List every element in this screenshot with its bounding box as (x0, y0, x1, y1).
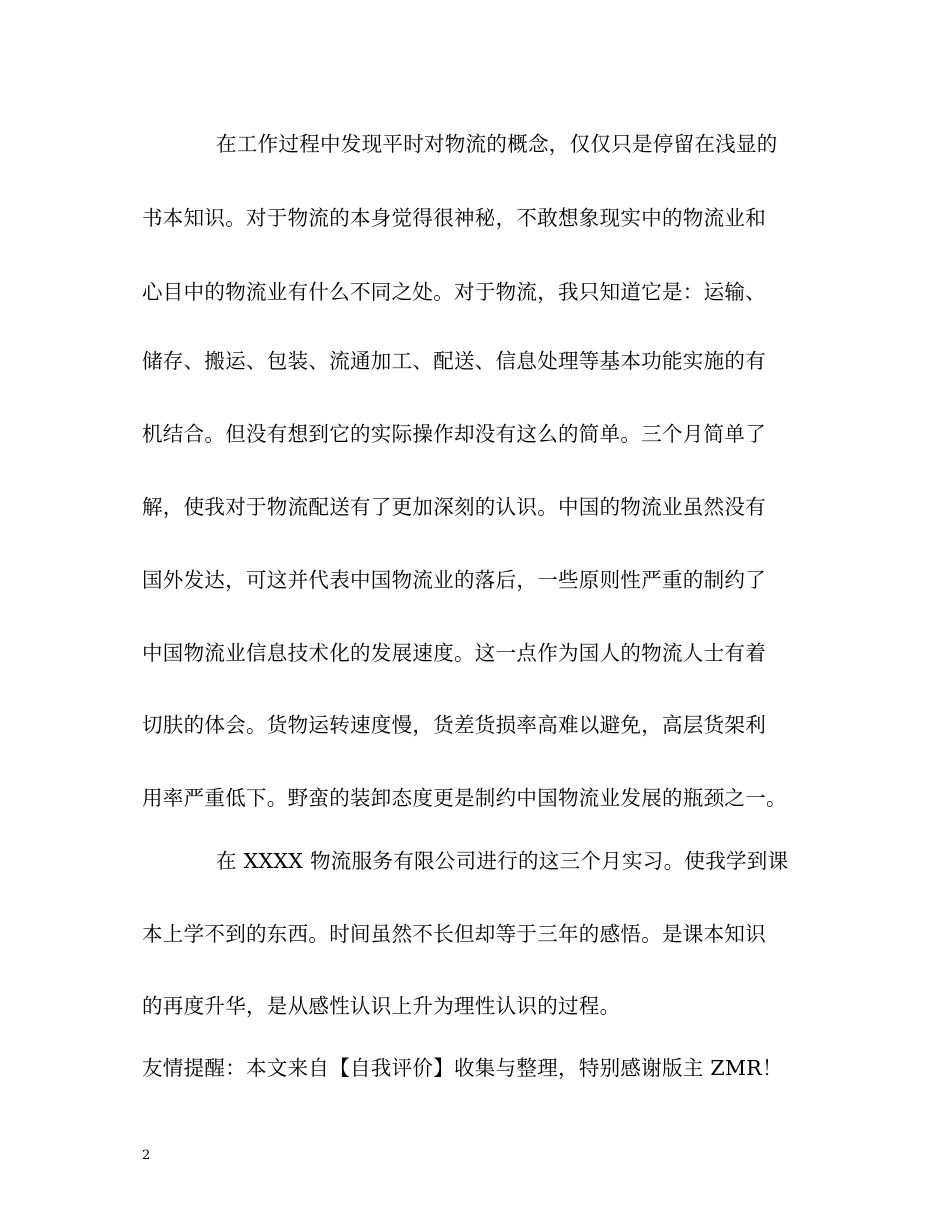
paragraph-1-line-6: 解，使我对于物流配送有了更加深刻的认识。中国的物流业虽然没有 (142, 495, 766, 519)
paragraph-1-line-10: 用率严重低下。野蛮的装卸态度更是制约中国物流业发展的瓶颈之一。 (142, 786, 787, 810)
paragraph-1-line-2: 书本知识。对于物流的本身觉得很神秘，不敢想象现实中的物流业和 (142, 206, 766, 230)
paragraph-1-line-3: 心目中的物流业有什么不同之处。对于物流，我只知道它是：运输、 (142, 280, 766, 304)
page-number: 2 (142, 1148, 151, 1163)
paragraph-2-line-2: 本上学不到的东西。时间虽然不长但却等于三年的感悟。是课本知识 (142, 922, 766, 946)
paragraph-1-line-4: 储存、搬运、包装、流通加工、配送、信息处理等基本功能实施的有 (142, 349, 766, 373)
reminder-note: 友情提醒：本文来自【自我评价】收集与整理，特别感谢版主 ZMR！ (142, 1056, 783, 1080)
paragraph-1-line-1: 在工作过程中发现平时对物流的概念，仅仅只是停留在浅显的 (216, 132, 778, 156)
paragraph-2-line-1: 在 XXXX 物流服务有限公司进行的这三个月实习。使我学到课 (216, 849, 789, 873)
paragraph-1-line-9: 切肤的体会。货物运转速度慢，货差货损率高难以避免，高层货架利 (142, 713, 766, 737)
paragraph-1-line-7: 国外发达，可这并代表中国物流业的落后，一些原则性严重的制约了 (142, 568, 766, 592)
paragraph-1-line-5: 机结合。但没有想到它的实际操作却没有这么的简单。三个月简单了 (142, 422, 766, 446)
paragraph-1-line-8: 中国物流业信息技术化的发展速度。这一点作为国人的物流人士有着 (142, 641, 766, 665)
paragraph-2-line-3: 的再度升华，是从感性认识上升为理性认识的过程。 (142, 994, 621, 1018)
